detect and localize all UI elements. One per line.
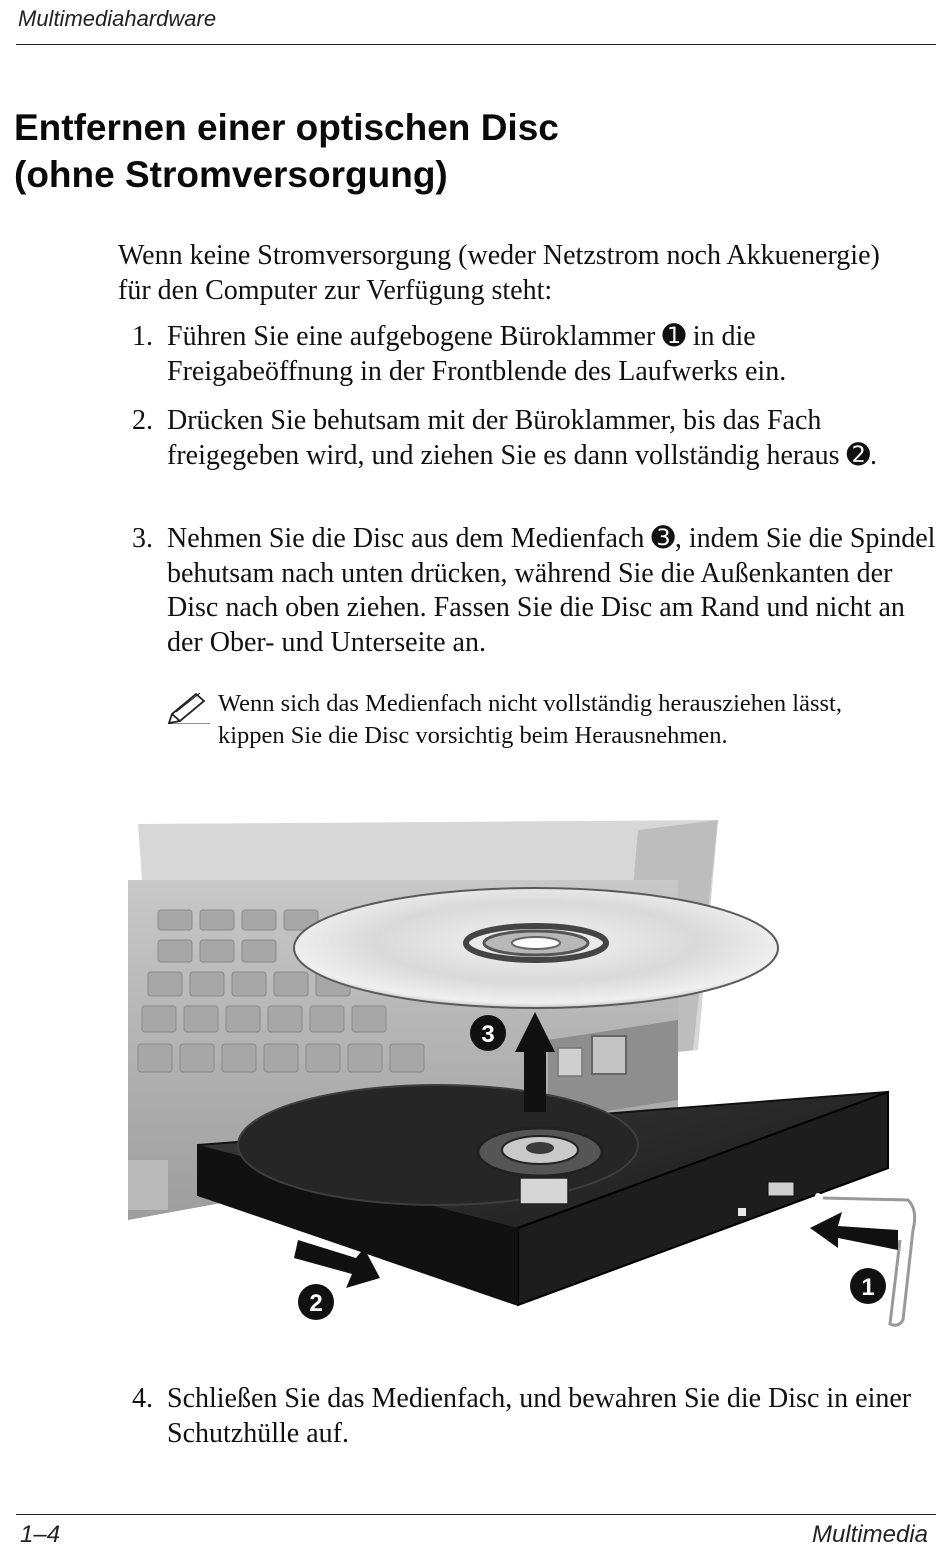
note-text: Wenn sich das Medienfach nicht vollständig herausziehen lässt, kippen Sie die Disc vorsichtig beim Herausnehmen.: [218, 690, 842, 749]
callout-2: [298, 1284, 334, 1320]
drive-tray: [198, 1085, 888, 1305]
step-number: 2.: [132, 405, 153, 436]
network-port: [592, 1036, 626, 1074]
eject-button: [768, 1182, 794, 1196]
svg-text:1: 1: [861, 1274, 875, 1301]
header-rule: [16, 44, 936, 45]
step-3: [120, 522, 936, 660]
chapter-name: Multimedia: [811, 1521, 928, 1548]
running-header: Multimediahardware: [18, 6, 217, 31]
page-title: [14, 104, 559, 198]
step-1: [120, 320, 936, 389]
footer-rule: [16, 1514, 936, 1515]
laser-unit: [520, 1178, 568, 1204]
note: [166, 688, 906, 752]
step-4: [120, 1382, 936, 1451]
step-text: Drücken Sie behutsam mit der Büroklammer, bis das Fach freigegeben wird, und ziehen Sie es dann vollständig heraus ➋.: [167, 405, 878, 471]
arrow-left: [810, 1212, 898, 1250]
step-number: 3.: [132, 523, 153, 554]
step-text: Schließen Sie das Medienfach, und bewahren Sie die Disc in einer Schutzhülle auf.: [167, 1383, 912, 1449]
intro-paragraph: Wenn keine Stromversorgung (weder Netzstrom noch Akkuenergie) für den Computer zur Verfügung steht:: [118, 240, 880, 306]
callout-1: [850, 1268, 886, 1304]
svg-text:2: 2: [309, 1290, 323, 1317]
step-text: Nehmen Sie die Disc aus dem Medienfach ➌, indem Sie die Spindel behutsam nach unten drücken, während Sie die Außenkanten der Disc nach oben ziehen. Fassen Sie die Disc am Rand und nicht an der Ober- und Unterseite an.: [167, 523, 936, 658]
page-number: 1–4: [20, 1521, 61, 1548]
step-2: [120, 404, 936, 473]
optical-disc: [294, 888, 778, 1008]
svg-text:3: 3: [481, 1021, 495, 1048]
release-hole: [815, 1193, 821, 1199]
usb-port: [558, 1048, 582, 1076]
step-text: Führen Sie eine aufgebogene Büroklammer ➊ in die Freigabeöffnung in der Frontblende des Laufwerks ein.: [167, 321, 787, 387]
title-line-2: (ohne Stromversorgung): [14, 154, 448, 195]
step-number: 1.: [132, 321, 153, 352]
drive-illustration: [118, 800, 918, 1340]
step-number: 4.: [132, 1383, 153, 1414]
pencil-note-icon: [166, 690, 212, 724]
callout-3: [470, 1015, 506, 1051]
laptop-side-port: [128, 1160, 168, 1210]
title-line-1: Entfernen einer optischen Disc: [14, 107, 559, 148]
drive-led: [738, 1208, 746, 1216]
